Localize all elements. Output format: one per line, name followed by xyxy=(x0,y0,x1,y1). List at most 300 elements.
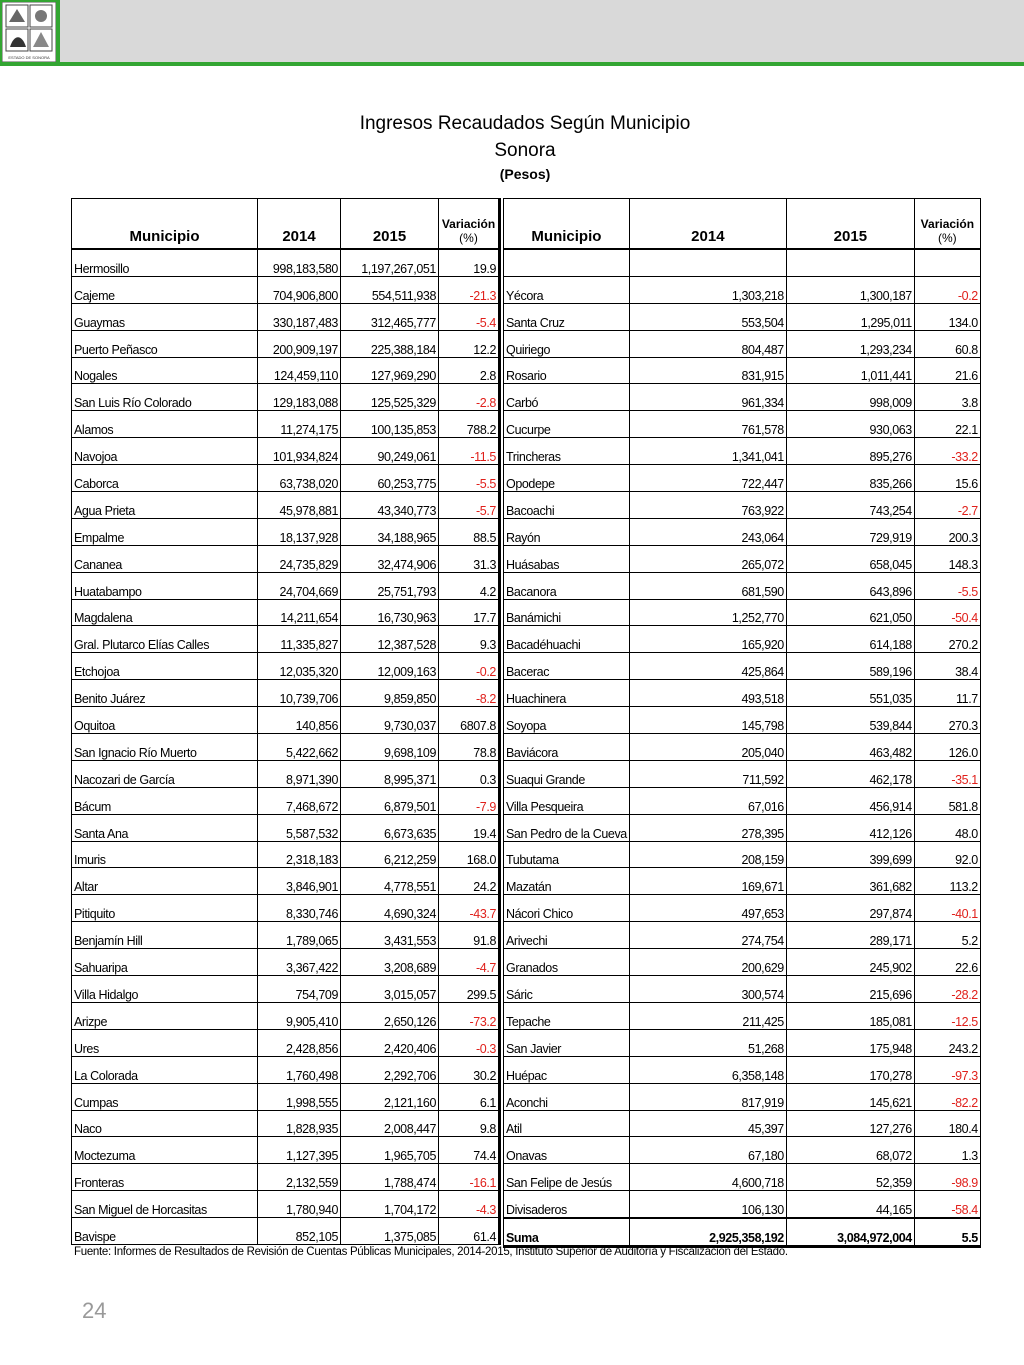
variacion-cell: 4.2 xyxy=(439,572,500,599)
value-2014-cell: 1,998,555 xyxy=(258,1083,341,1110)
variacion-cell: -98.9 xyxy=(914,1164,980,1191)
value-2015-cell: 589,196 xyxy=(786,653,914,680)
variacion-cell: -58.4 xyxy=(914,1191,980,1218)
municipio-cell: Rayón xyxy=(504,518,630,545)
variacion-cell: 6.1 xyxy=(439,1083,500,1110)
municipio-cell: Agua Prieta xyxy=(72,492,258,519)
municipio-cell: Etchojoa xyxy=(72,653,258,680)
variacion-cell: 113.2 xyxy=(914,868,980,895)
header-2015: 2015 xyxy=(341,199,439,250)
value-2015-cell: 462,178 xyxy=(786,760,914,787)
variacion-cell: 299.5 xyxy=(439,976,500,1003)
table-row xyxy=(504,599,981,626)
table-row xyxy=(72,707,500,734)
variacion-label: Variación xyxy=(441,217,496,231)
value-2014-cell: 1,760,498 xyxy=(258,1056,341,1083)
value-2015-cell: 2,008,447 xyxy=(341,1110,439,1137)
value-2015-cell xyxy=(786,249,914,276)
variacion-cell: -16.1 xyxy=(439,1164,500,1191)
value-2015-cell: 9,698,109 xyxy=(341,734,439,761)
value-2015-cell: 361,682 xyxy=(786,868,914,895)
municipio-cell: Arivechi xyxy=(504,922,630,949)
value-2015-cell: 3,208,689 xyxy=(341,949,439,976)
variacion-cell: 3.8 xyxy=(914,384,980,411)
value-2015-cell: 2,292,706 xyxy=(341,1056,439,1083)
header-2015: 2015 xyxy=(786,199,914,250)
value-2015-cell: 456,914 xyxy=(786,787,914,814)
value-2014-cell: 274,754 xyxy=(629,922,786,949)
variacion-cell: -50.4 xyxy=(914,599,980,626)
value-2015-cell: 895,276 xyxy=(786,438,914,465)
municipio-cell: Villa Hidalgo xyxy=(72,976,258,1003)
value-2014-cell: 129,183,088 xyxy=(258,384,341,411)
municipio-cell: Hermosillo xyxy=(72,249,258,276)
municipio-cell: Magdalena xyxy=(72,599,258,626)
value-2014-cell: 681,590 xyxy=(629,572,786,599)
table-row xyxy=(504,653,981,680)
logo-frame xyxy=(0,0,60,66)
value-2014-cell: 852,105 xyxy=(258,1218,341,1245)
value-2014-cell: 1,252,770 xyxy=(629,599,786,626)
municipio-cell: Nácori Chico xyxy=(504,895,630,922)
value-2015-cell: 225,388,184 xyxy=(341,330,439,357)
table-row xyxy=(72,787,500,814)
value-2014-cell: 124,459,110 xyxy=(258,357,341,384)
table-row xyxy=(72,814,500,841)
value-2015-cell: 175,948 xyxy=(786,1029,914,1056)
variacion-cell: -4.3 xyxy=(439,1191,500,1218)
value-2014-cell: 67,180 xyxy=(629,1137,786,1164)
table-row xyxy=(504,1056,981,1083)
value-2015-cell: 25,751,793 xyxy=(341,572,439,599)
value-2015-cell: 3,431,553 xyxy=(341,922,439,949)
header-municipio: Municipio xyxy=(72,199,258,250)
page-title: Ingresos Recaudados Según Municipio xyxy=(359,113,691,134)
municipio-cell: San Felipe de Jesús xyxy=(504,1164,630,1191)
value-2014-cell: 998,183,580 xyxy=(258,249,341,276)
table-row xyxy=(504,626,981,653)
value-2014-cell: 67,016 xyxy=(629,787,786,814)
value-2015-cell: 60,253,775 xyxy=(341,465,439,492)
variacion-cell: 61.4 xyxy=(439,1218,500,1245)
header-2014: 2014 xyxy=(629,199,786,250)
table-row xyxy=(72,1083,500,1110)
table-row xyxy=(72,411,500,438)
value-2014-cell: 763,922 xyxy=(629,492,786,519)
page-subtitle: Sonora xyxy=(494,140,556,161)
value-2014-cell: 497,653 xyxy=(629,895,786,922)
table-row xyxy=(72,1029,500,1056)
value-2014-cell: 51,268 xyxy=(629,1029,786,1056)
variacion-cell: 270.3 xyxy=(914,707,980,734)
table-row xyxy=(72,545,500,572)
value-2015-cell: 68,072 xyxy=(786,1137,914,1164)
table-row xyxy=(72,680,500,707)
banner-background xyxy=(0,0,1024,62)
variacion-cell: -5.4 xyxy=(439,303,500,330)
value-2014-cell: 2,428,856 xyxy=(258,1029,341,1056)
table-row xyxy=(72,895,500,922)
variacion-cell: 2.8 xyxy=(439,357,500,384)
value-2015-cell: 2,650,126 xyxy=(341,1002,439,1029)
municipio-cell: Tepache xyxy=(504,1002,630,1029)
variacion-cell: -5.5 xyxy=(914,572,980,599)
value-2014-cell: 711,592 xyxy=(629,760,786,787)
variacion-cell: 148.3 xyxy=(914,545,980,572)
value-2015-cell: 614,188 xyxy=(786,626,914,653)
variacion-cell: 180.4 xyxy=(914,1110,980,1137)
municipio-cell: Oquitoa xyxy=(72,707,258,734)
table-row xyxy=(504,895,981,922)
value-2014-cell: 11,335,827 xyxy=(258,626,341,653)
value-2015-cell: 1,300,187 xyxy=(786,276,914,303)
value-2015-cell: 729,919 xyxy=(786,518,914,545)
value-2014-cell: 9,905,410 xyxy=(258,1002,341,1029)
total-label-cell: Suma xyxy=(504,1218,630,1246)
value-2014-cell: 5,422,662 xyxy=(258,734,341,761)
value-2015-cell: 998,009 xyxy=(786,384,914,411)
value-2014-cell: 11,274,175 xyxy=(258,411,341,438)
municipio-cell: Carbó xyxy=(504,384,630,411)
value-2014-cell: 1,780,940 xyxy=(258,1191,341,1218)
value-2015-cell: 3,015,057 xyxy=(341,976,439,1003)
variacion-cell: 270.2 xyxy=(914,626,980,653)
table-row xyxy=(72,465,500,492)
value-2015-cell: 743,254 xyxy=(786,492,914,519)
variacion-cell xyxy=(914,249,980,276)
variacion-cell: 78.8 xyxy=(439,734,500,761)
table-row xyxy=(504,465,981,492)
variacion-cell: 581.8 xyxy=(914,787,980,814)
municipio-cell: Bacadéhuachi xyxy=(504,626,630,653)
variacion-cell: 9.8 xyxy=(439,1110,500,1137)
variacion-cell: 134.0 xyxy=(914,303,980,330)
table-row xyxy=(72,626,500,653)
table-row xyxy=(504,1110,981,1137)
value-2015-cell: 1,788,474 xyxy=(341,1164,439,1191)
variacion-cell: 92.0 xyxy=(914,841,980,868)
variacion-cell: 17.7 xyxy=(439,599,500,626)
banner-green-line xyxy=(0,62,1024,66)
municipio-cell: Imuris xyxy=(72,841,258,868)
value-2015-cell: 125,525,329 xyxy=(341,384,439,411)
value-2015-cell: 399,699 xyxy=(786,841,914,868)
variacion-cell: -5.5 xyxy=(439,465,500,492)
table-row xyxy=(504,707,981,734)
value-2015-cell: 9,730,037 xyxy=(341,707,439,734)
municipio-cell: Divisaderos xyxy=(504,1191,630,1218)
table-row xyxy=(72,1002,500,1029)
value-2014-cell: 3,846,901 xyxy=(258,868,341,895)
table-row xyxy=(504,680,981,707)
table-row xyxy=(504,303,981,330)
value-2015-cell: 463,482 xyxy=(786,734,914,761)
municipio-cell: Opodepe xyxy=(504,465,630,492)
table-row xyxy=(504,518,981,545)
variacion-cell: -12.5 xyxy=(914,1002,980,1029)
value-2015-cell: 835,266 xyxy=(786,465,914,492)
variacion-cell: 9.3 xyxy=(439,626,500,653)
value-2014-cell: 3,367,422 xyxy=(258,949,341,976)
municipio-cell: Guaymas xyxy=(72,303,258,330)
table-row xyxy=(504,787,981,814)
value-2014-cell: 831,915 xyxy=(629,357,786,384)
table-row xyxy=(504,492,981,519)
value-2014-cell: 243,064 xyxy=(629,518,786,545)
municipio-cell: Cucurpe xyxy=(504,411,630,438)
variacion-cell: -11.5 xyxy=(439,438,500,465)
variacion-cell: 11.7 xyxy=(914,680,980,707)
variacion-cell: -82.2 xyxy=(914,1083,980,1110)
table-row xyxy=(72,1137,500,1164)
municipio-cell: Nacozari de García xyxy=(72,760,258,787)
municipio-cell: Cumpas xyxy=(72,1083,258,1110)
value-2014-cell: 18,137,928 xyxy=(258,518,341,545)
value-2015-cell: 90,249,061 xyxy=(341,438,439,465)
value-2015-cell: 16,730,963 xyxy=(341,599,439,626)
variacion-cell: 88.5 xyxy=(439,518,500,545)
variacion-cell: 24.2 xyxy=(439,868,500,895)
municipio-cell: Rosario xyxy=(504,357,630,384)
table-row xyxy=(72,1164,500,1191)
table-row xyxy=(504,949,981,976)
municipio-cell: San Pedro de la Cueva xyxy=(504,814,630,841)
municipio-cell: Alamos xyxy=(72,411,258,438)
value-2015-cell: 930,063 xyxy=(786,411,914,438)
table-row xyxy=(72,1191,500,1218)
header-variacion xyxy=(914,199,980,250)
variacion-cell: 48.0 xyxy=(914,814,980,841)
value-2014-cell xyxy=(629,249,786,276)
right-header-row xyxy=(504,199,981,250)
table-row xyxy=(72,976,500,1003)
municipio-cell: Sahuaripa xyxy=(72,949,258,976)
total-row xyxy=(504,1218,981,1246)
header-2014: 2014 xyxy=(258,199,341,250)
municipio-cell: Granados xyxy=(504,949,630,976)
value-2014-cell: 817,919 xyxy=(629,1083,786,1110)
variacion-cell: -33.2 xyxy=(914,438,980,465)
municipio-cell: Yécora xyxy=(504,276,630,303)
value-2015-cell: 34,188,965 xyxy=(341,518,439,545)
value-2014-cell: 4,600,718 xyxy=(629,1164,786,1191)
value-2015-cell: 127,276 xyxy=(786,1110,914,1137)
municipio-cell: Benjamín Hill xyxy=(72,922,258,949)
table-row xyxy=(504,572,981,599)
value-2015-cell: 100,135,853 xyxy=(341,411,439,438)
variacion-cell: -5.7 xyxy=(439,492,500,519)
table-row xyxy=(504,1083,981,1110)
table-row xyxy=(504,249,981,276)
header-municipio: Municipio xyxy=(504,199,630,250)
value-2014-cell: 205,040 xyxy=(629,734,786,761)
table-row xyxy=(504,1029,981,1056)
value-2014-cell: 704,906,800 xyxy=(258,276,341,303)
table-row xyxy=(504,1002,981,1029)
municipio-cell: Fronteras xyxy=(72,1164,258,1191)
value-2015-cell: 289,171 xyxy=(786,922,914,949)
value-2014-cell: 493,518 xyxy=(629,680,786,707)
table-row xyxy=(72,438,500,465)
value-2014-cell: 45,397 xyxy=(629,1110,786,1137)
table-row xyxy=(504,1164,981,1191)
value-2015-cell: 12,387,528 xyxy=(341,626,439,653)
table-row xyxy=(504,411,981,438)
value-2015-cell: 2,121,160 xyxy=(341,1083,439,1110)
value-2015-cell: 1,375,085 xyxy=(341,1218,439,1245)
total-variacion-cell: 5.5 xyxy=(914,1218,980,1246)
variacion-cell: -40.1 xyxy=(914,895,980,922)
table-row xyxy=(504,545,981,572)
variacion-cell: 19.4 xyxy=(439,814,500,841)
variacion-cell: -73.2 xyxy=(439,1002,500,1029)
variacion-cell: 74.4 xyxy=(439,1137,500,1164)
value-2015-cell: 539,844 xyxy=(786,707,914,734)
value-2015-cell: 6,673,635 xyxy=(341,814,439,841)
table-row xyxy=(504,357,981,384)
value-2014-cell: 106,130 xyxy=(629,1191,786,1218)
value-2014-cell: 14,211,654 xyxy=(258,599,341,626)
table-row xyxy=(72,303,500,330)
municipio-cell: Soyopa xyxy=(504,707,630,734)
value-2014-cell: 140,856 xyxy=(258,707,341,734)
value-2014-cell: 24,735,829 xyxy=(258,545,341,572)
variacion-cell: 38.4 xyxy=(914,653,980,680)
table-row xyxy=(72,653,500,680)
value-2014-cell: 761,578 xyxy=(629,411,786,438)
value-2014-cell: 165,920 xyxy=(629,626,786,653)
value-2015-cell: 43,340,773 xyxy=(341,492,439,519)
value-2014-cell: 8,971,390 xyxy=(258,760,341,787)
variacion-cell: -28.2 xyxy=(914,976,980,1003)
table-row xyxy=(72,572,500,599)
value-2015-cell: 4,778,551 xyxy=(341,868,439,895)
value-2015-cell: 412,126 xyxy=(786,814,914,841)
municipio-cell: Santa Cruz xyxy=(504,303,630,330)
value-2015-cell: 1,197,267,051 xyxy=(341,249,439,276)
value-2014-cell: 145,798 xyxy=(629,707,786,734)
table-row xyxy=(72,492,500,519)
municipio-cell: Quiriego xyxy=(504,330,630,357)
variacion-label: Variación xyxy=(920,217,975,231)
table-row xyxy=(72,599,500,626)
value-2014-cell: 208,159 xyxy=(629,841,786,868)
table-row xyxy=(504,1191,981,1218)
value-2014-cell: 1,789,065 xyxy=(258,922,341,949)
table-row xyxy=(72,249,500,276)
table-row xyxy=(72,1056,500,1083)
municipio-cell: Santa Ana xyxy=(72,814,258,841)
variacion-cell: 788.2 xyxy=(439,411,500,438)
table-row xyxy=(504,330,981,357)
variacion-cell: -21.3 xyxy=(439,276,500,303)
table-row xyxy=(72,518,500,545)
variacion-cell: -0.2 xyxy=(439,653,500,680)
variacion-cell: 168.0 xyxy=(439,841,500,868)
municipio-cell: Benito Juárez xyxy=(72,680,258,707)
value-2014-cell: 10,739,706 xyxy=(258,680,341,707)
variacion-cell: 126.0 xyxy=(914,734,980,761)
value-2015-cell: 297,874 xyxy=(786,895,914,922)
value-2015-cell: 6,212,259 xyxy=(341,841,439,868)
value-2014-cell: 12,035,320 xyxy=(258,653,341,680)
municipio-cell: Huépac xyxy=(504,1056,630,1083)
header-variacion xyxy=(439,199,500,250)
municipio-cell: Gral. Plutarco Elías Calles xyxy=(72,626,258,653)
value-2014-cell: 330,187,483 xyxy=(258,303,341,330)
value-2014-cell: 754,709 xyxy=(258,976,341,1003)
value-2014-cell: 1,828,935 xyxy=(258,1110,341,1137)
municipio-cell: Sáric xyxy=(504,976,630,1003)
value-2014-cell: 45,978,881 xyxy=(258,492,341,519)
municipio-cell: Cananea xyxy=(72,545,258,572)
municipio-cell: Naco xyxy=(72,1110,258,1137)
variacion-cell: -4.7 xyxy=(439,949,500,976)
value-2014-cell: 24,704,669 xyxy=(258,572,341,599)
value-2014-cell: 425,864 xyxy=(629,653,786,680)
variacion-cell: 22.6 xyxy=(914,949,980,976)
table-row xyxy=(72,1110,500,1137)
page-number: 24 xyxy=(82,1298,107,1323)
value-2014-cell: 200,629 xyxy=(629,949,786,976)
value-2015-cell: 658,045 xyxy=(786,545,914,572)
municipio-cell: Villa Pesqueira xyxy=(504,787,630,814)
municipio-cell: San Luis Río Colorado xyxy=(72,384,258,411)
value-2014-cell: 7,468,672 xyxy=(258,787,341,814)
municipio-cell: Puerto Peñasco xyxy=(72,330,258,357)
municipio-cell: Suaqui Grande xyxy=(504,760,630,787)
top-banner xyxy=(0,0,1024,66)
value-2014-cell: 169,671 xyxy=(629,868,786,895)
table-row xyxy=(72,841,500,868)
value-2015-cell: 1,295,011 xyxy=(786,303,914,330)
left-table xyxy=(71,198,501,1245)
municipio-cell: Huatabampo xyxy=(72,572,258,599)
municipio-cell: Huachinera xyxy=(504,680,630,707)
municipio-cell: Ures xyxy=(72,1029,258,1056)
table-row xyxy=(504,438,981,465)
variacion-cell: 5.2 xyxy=(914,922,980,949)
variacion-cell: -2.8 xyxy=(439,384,500,411)
table-row xyxy=(72,949,500,976)
value-2015-cell: 2,420,406 xyxy=(341,1029,439,1056)
value-2014-cell: 101,934,824 xyxy=(258,438,341,465)
value-2015-cell: 127,969,290 xyxy=(341,357,439,384)
municipio-cell: Baviácora xyxy=(504,734,630,761)
value-2015-cell: 170,278 xyxy=(786,1056,914,1083)
municipio-cell: San Ignacio Río Muerto xyxy=(72,734,258,761)
value-2014-cell: 265,072 xyxy=(629,545,786,572)
variacion-cell: 1.3 xyxy=(914,1137,980,1164)
units-label: (Pesos) xyxy=(499,166,551,182)
table-row xyxy=(504,868,981,895)
value-2014-cell: 804,487 xyxy=(629,330,786,357)
variacion-cell: -0.2 xyxy=(914,276,980,303)
value-2014-cell: 200,909,197 xyxy=(258,330,341,357)
variacion-unit: (%) xyxy=(459,231,478,245)
svg-text:ESTADO DE SONORA: ESTADO DE SONORA xyxy=(8,55,50,60)
variacion-cell: 12.2 xyxy=(439,330,500,357)
table-row xyxy=(72,357,500,384)
table-row xyxy=(72,760,500,787)
value-2014-cell: 63,738,020 xyxy=(258,465,341,492)
variacion-cell: 30.2 xyxy=(439,1056,500,1083)
variacion-cell: 60.8 xyxy=(914,330,980,357)
value-2015-cell: 8,995,371 xyxy=(341,760,439,787)
value-2014-cell: 2,132,559 xyxy=(258,1164,341,1191)
municipio-cell: San Javier xyxy=(504,1029,630,1056)
municipio-cell: Pitiquito xyxy=(72,895,258,922)
